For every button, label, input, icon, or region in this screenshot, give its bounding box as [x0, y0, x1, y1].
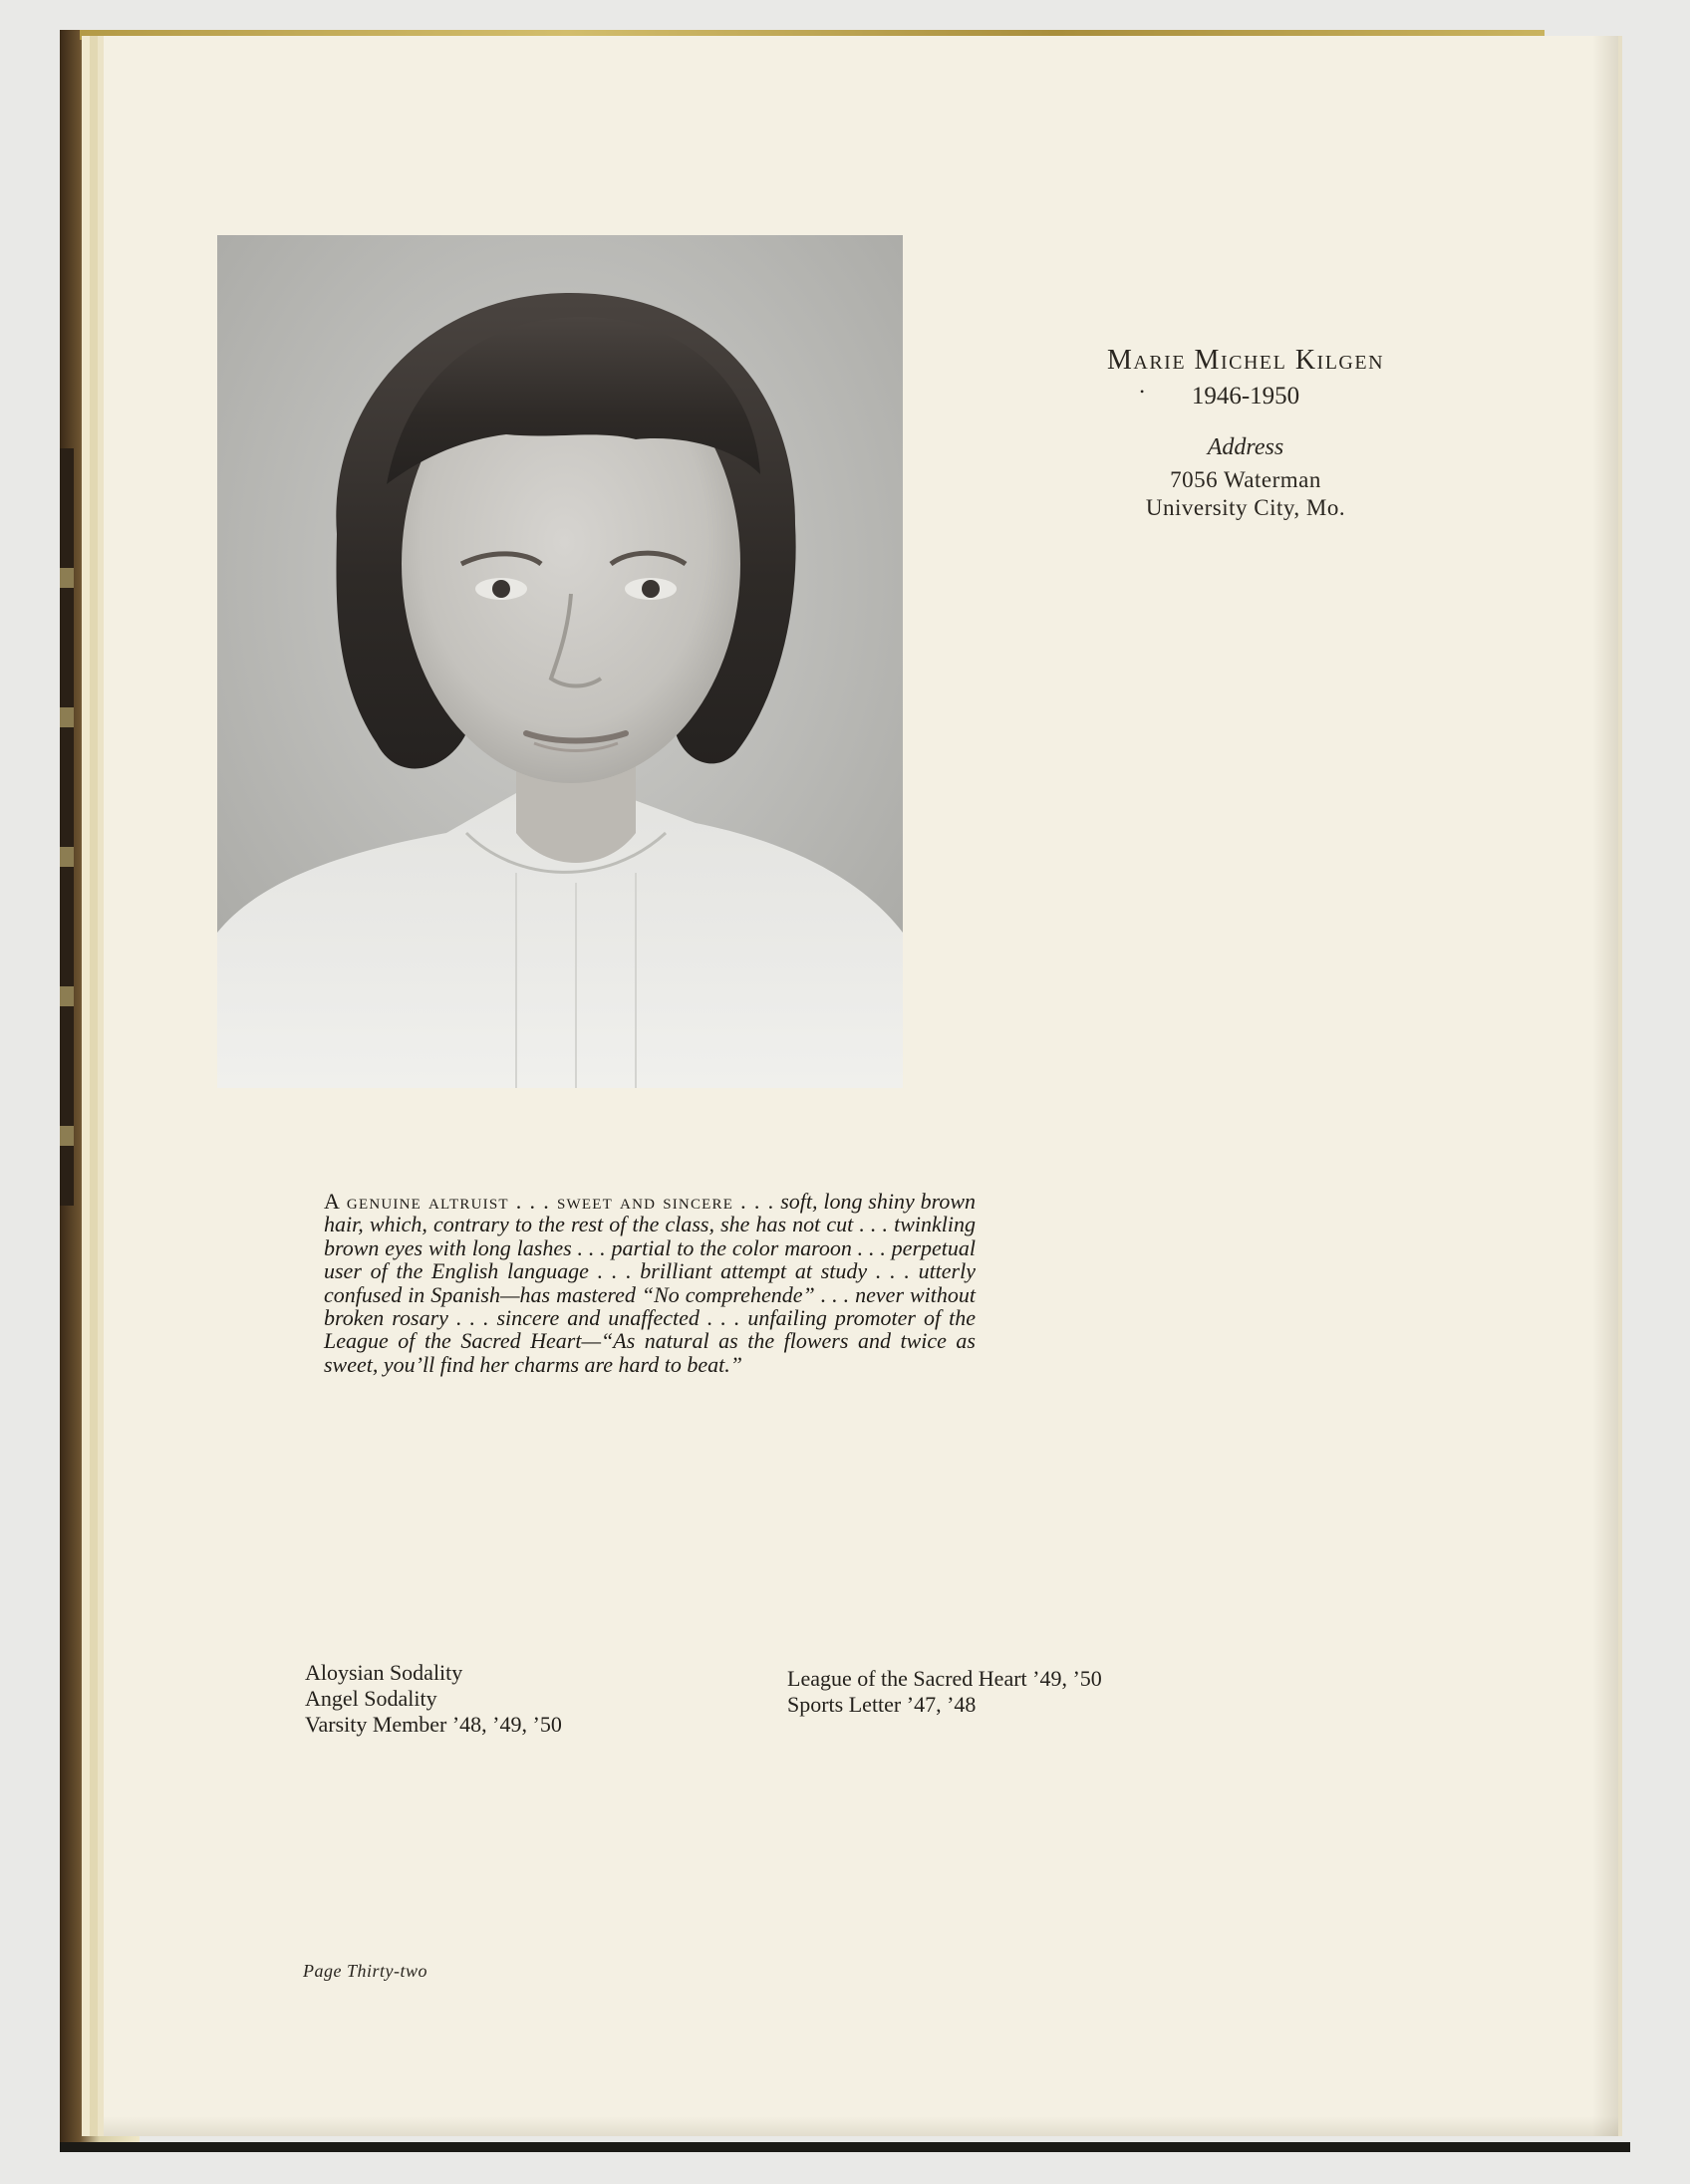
activity-item: Aloysian Sodality	[305, 1660, 463, 1685]
attendance-years-text: 1946-1950	[1191, 383, 1300, 410]
page-shadow-bottom	[104, 2116, 1618, 2136]
activity-item: Varsity Member ’48, ’49, ’50	[305, 1712, 562, 1737]
page-number: Page Thirty-two	[303, 1961, 427, 1981]
attendance-years	[1036, 383, 1455, 410]
activities-left-column	[305, 1660, 562, 1738]
student-writeup	[324, 1190, 976, 1376]
book-spine-shadow	[60, 448, 74, 1206]
address-city: University City, Mo.	[1145, 495, 1346, 520]
bullet-mark: •	[1140, 385, 1145, 399]
student-info-block	[1036, 345, 1455, 521]
writeup-body: soft, long shiny brown hair, which, contrary to the rest of the class, she has not cut . . . twinkling brown eyes with long lashes . . . partial to the color maroon . . . perpetual user of the English language . . . brilliant attempt at study . . . utterly confused in Spanish—has mastered “No comprehende” . . . never without broken rosary . . . sincere and unaffected . . . unfailing promoter of the League of the Sacred Heart—“As natural as the flowers and twice as sweet, you’ll find her charms are hard to beat.”	[324, 1189, 976, 1377]
activity-item: League of the Sacred Heart ’49, ’50	[787, 1666, 1102, 1691]
activities-right-column	[787, 1666, 1102, 1718]
activity-item: Sports Letter ’47, ’48	[787, 1692, 977, 1717]
student-name: Marie Michel Kilgen	[1106, 345, 1385, 376]
activity-item: Angel Sodality	[305, 1686, 437, 1711]
address-street: 7056 Waterman	[1170, 467, 1321, 492]
address-label: Address	[1207, 434, 1284, 460]
book-bottom-edge	[60, 2142, 1630, 2152]
portrait-illustration	[217, 235, 903, 1088]
student-portrait-photo	[217, 235, 903, 1088]
writeup-lead: A genuine altruist . . . sweet and sincere . . .	[324, 1189, 775, 1214]
page-shadow-right	[1592, 36, 1618, 2136]
